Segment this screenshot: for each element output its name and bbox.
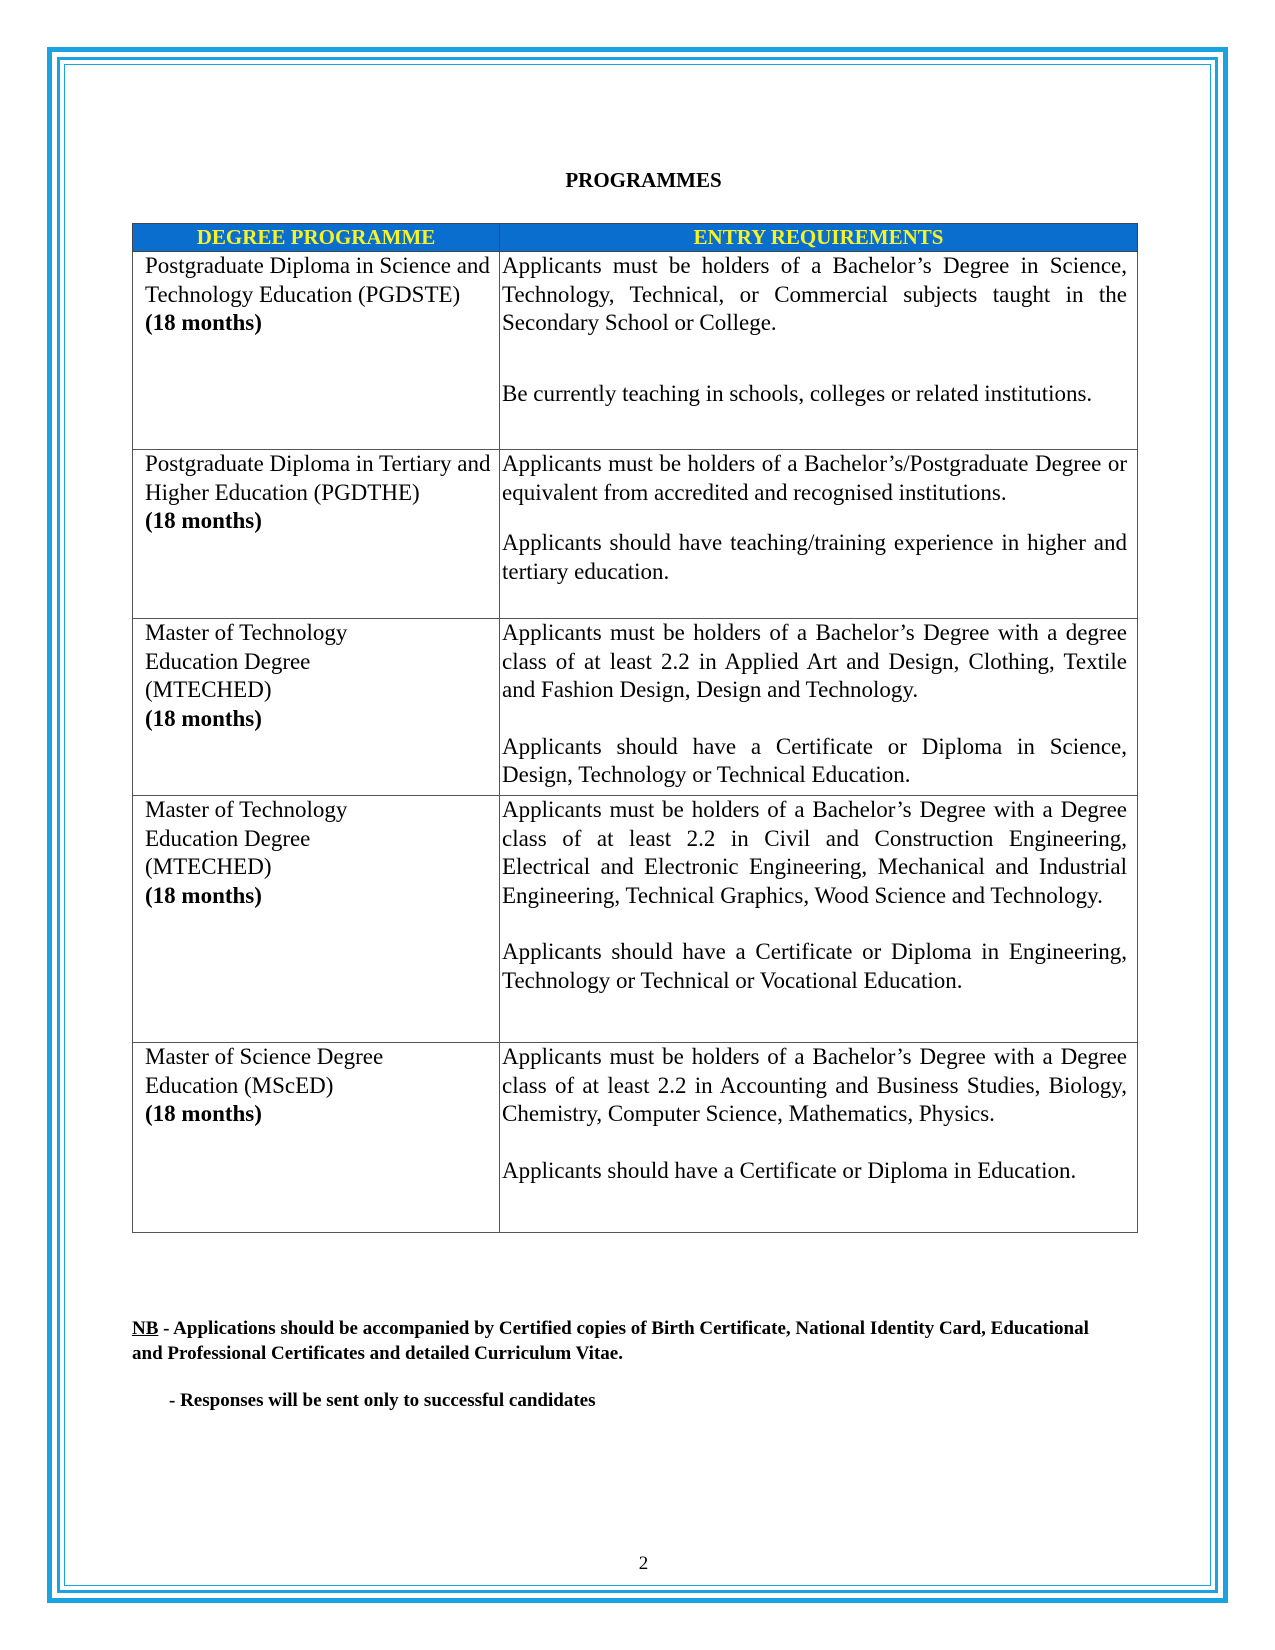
programme-cell <box>133 252 500 450</box>
table-row <box>133 1043 1138 1233</box>
requirements-cell <box>500 796 1138 1043</box>
requirement-text: Applicants must be holders of a Bachelor’s Degree in Science, Technology, Technical, or Commercial subjects taught in the Secondary School or College. <box>502 253 1127 335</box>
table-header-row <box>133 224 1138 252</box>
table-row <box>133 796 1138 1043</box>
requirement-text: Applicants should have a Certificate or Diploma in Engineering, Technology or Technical or Vocational Education. <box>502 939 1127 993</box>
requirement-text: Be currently teaching in schools, colleges or related institutions. <box>502 380 1093 406</box>
header-degree-programme: DEGREE PROGRAMME <box>133 224 500 252</box>
requirement-text: Applicants must be holders of a Bachelor’s Degree with a Degree class of at least 2.2 in Civil and Construction Engineering, Electrical and Electronic Engineering, Mechanical and Industrial Engineering, Technical Graphics, Wood Science and Technology. <box>502 797 1127 908</box>
programme-name: Master of Technology Education Degree (MTECHED) <box>145 797 348 879</box>
programme-cell <box>133 619 500 796</box>
nb-label: NB <box>132 1318 159 1339</box>
programme-name: Postgraduate Diploma in Science and Technology Education (PGDSTE) <box>145 253 490 307</box>
programme-name: Postgraduate Diploma in Tertiary and Higher Education (PGDTHE) <box>145 451 491 505</box>
requirement-text: Applicants should have a Certificate or Diploma in Education. <box>502 1157 1077 1183</box>
requirements-cell <box>500 619 1138 796</box>
nb-note <box>132 1316 1092 1366</box>
programme-duration: (18 months) <box>145 705 262 731</box>
programme-duration: (18 months) <box>145 508 262 533</box>
table-row <box>133 619 1138 796</box>
header-entry-requirements: ENTRY REQUIREMENTS <box>500 224 1138 252</box>
requirement-text: Applicants should have a Certificate or Diploma in Science, Design, Technology or Technical Education. <box>502 733 1127 787</box>
programme-name: Master of Technology Education Degree (MTECHED) <box>145 620 348 702</box>
requirements-cell <box>500 450 1138 619</box>
requirements-cell <box>500 1043 1138 1233</box>
programme-duration: (18 months) <box>145 310 262 335</box>
programmes-table <box>132 223 1138 1233</box>
requirement-text: Applicants must be holders of a Bachelor’s Degree with a degree class of at least 2.2 in Applied Art and Design, Clothing, Textile and Fashion Design, Design and Technology. <box>502 620 1127 702</box>
page-title: PROGRAMMES <box>565 168 722 192</box>
requirement-text: Applicants must be holders of a Bachelor’s/Postgraduate Degree or equivalent from accredited and recognised institutions. <box>502 451 1127 505</box>
page-number: 2 <box>638 1553 649 1574</box>
programme-duration: (18 months) <box>145 1101 262 1126</box>
nb-text: - Applications should be accompanied by Certified copies of Birth Certificate, National Identity Card, Educational and Professional Certificates and detailed Curriculum Vitae. <box>132 1318 1089 1364</box>
table-row <box>133 252 1138 450</box>
programme-cell <box>133 450 500 619</box>
table-row <box>133 450 1138 619</box>
requirement-text: Applicants must be holders of a Bachelor’s Degree with a Degree class of at least 2.2 in Accounting and Business Studies, Biology, Chemistry, Computer Science, Mathematics, Physics. <box>502 1044 1127 1126</box>
responses-note: - Responses will be sent only to successful candidates <box>169 1390 596 1411</box>
programme-cell <box>133 796 500 1043</box>
programme-cell <box>133 1043 500 1233</box>
programme-duration: (18 months) <box>145 882 262 908</box>
requirements-cell <box>500 252 1138 450</box>
programme-name: Master of Science Degree Education (MScED) <box>145 1044 384 1098</box>
requirement-text: Applicants should have teaching/training experience in higher and tertiary education. <box>502 530 1127 584</box>
